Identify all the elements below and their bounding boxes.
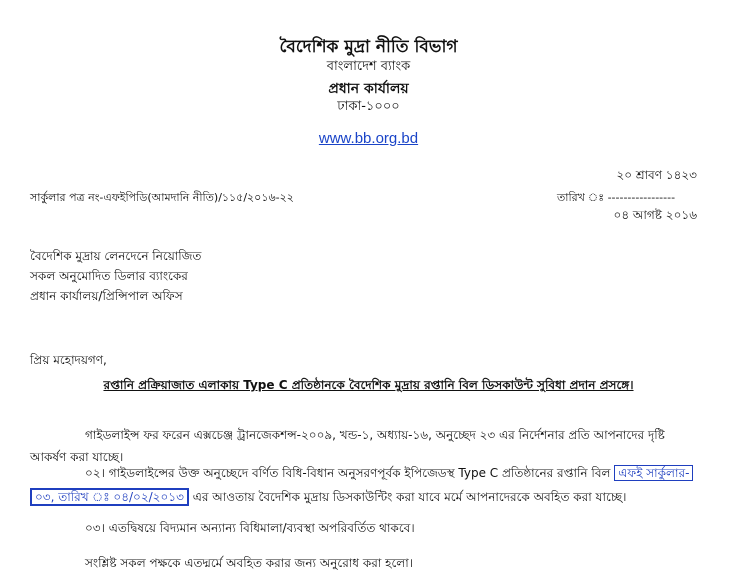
paragraph-2-text-end: এর আওতায় বৈদেশিক মুদ্রায় ডিসকাউন্টিং করা যাবে মর্মে আপনাদেরকে অবহিত করা যাচ্ছে। bbox=[192, 490, 627, 504]
paragraph-2-line-2 bbox=[30, 489, 626, 509]
addressee-line-3: প্রধান কার্যালয়/প্রিন্সিপাল অফিস bbox=[30, 289, 183, 303]
website-link[interactable]: www.bb.org.bd bbox=[318, 130, 419, 147]
paragraph-1-line-1: গাইডলাইন্স ফর ফরেন এক্সচেঞ্জ ট্রানজেকশন্স-২০০৯, খন্ড-১, অধ্যায়-১৬, অনুচ্ছেদ ২৩ এর নির্দেশনার প্রতি আপনাদের দৃষ্টি bbox=[85, 428, 665, 442]
date-bengali: ২০ শ্রাবণ ১৪২৩ bbox=[616, 168, 697, 182]
paragraph-1-line-2: আকর্ষণ করা যাচ্ছে। bbox=[30, 450, 124, 464]
paragraph-2-text-start: ০২। গাইডলাইন্সের উক্ত অনুচ্ছেদে বর্ণিত বিধি-বিধান অনুসরণপূর্বক ইপিজেডস্থ Type C প্রতিষ্ঠানের রপ্তানি বিল bbox=[85, 466, 611, 480]
circular-link-part-2[interactable]: ০৩, তারিখ ঃ ০৪/০২/২০১৩ bbox=[30, 488, 189, 506]
salutation: প্রিয় মহোদয়গণ, bbox=[30, 353, 107, 367]
paragraph-4: সংশ্লিষ্ট সকল পক্ষকে এতদ্মর্মে অবহিত করার জন্য অনুরোধ করা হলো। bbox=[85, 556, 413, 570]
circular-link-part-1[interactable]: এফই সার্কুলার- bbox=[614, 465, 693, 481]
circular-reference: সার্কুলার পত্র নং-এফইপিডি(আমদানি নীতি)/১১৫/২০১৬-২২ bbox=[30, 191, 294, 204]
addressee-line-1: বৈদেশিক মুদ্রায় লেনদেনে নিয়োজিত bbox=[30, 249, 202, 263]
office-name: প্রধান কার্যালয় bbox=[328, 81, 409, 97]
paragraph-2-line-1 bbox=[85, 465, 693, 485]
paragraph-3: ০৩। এতদ্বিষয়ে বিদ্যমান অন্যান্য বিধিমালা/ব্যবস্থা অপরিবর্তিত থাকবে। bbox=[85, 521, 415, 535]
date-english: ০৪ আগষ্ট ২০১৬ bbox=[613, 208, 697, 222]
subject-line: রপ্তানি প্রক্রিয়াজাত এলাকায় Type C প্রতিষ্ঠানকে বৈদেশিক মুদ্রায় রপ্তানি বিল ডিসকাউন্ট সুবিধা প্রদান প্রসঙ্গে। bbox=[103, 378, 634, 392]
city-name: ঢাকা-১০০০ bbox=[337, 99, 400, 114]
department-name: বৈদেশিক মুদ্রা নীতি বিভাগ bbox=[279, 37, 458, 57]
bank-name: বাংলাদেশ ব্যাংক bbox=[326, 59, 411, 74]
date-label: তারিখ ঃ ----------------- bbox=[557, 191, 676, 204]
website-row bbox=[0, 128, 737, 147]
addressee-line-2: সকল অনুমোদিত ডিলার ব্যাংকের bbox=[30, 269, 188, 283]
